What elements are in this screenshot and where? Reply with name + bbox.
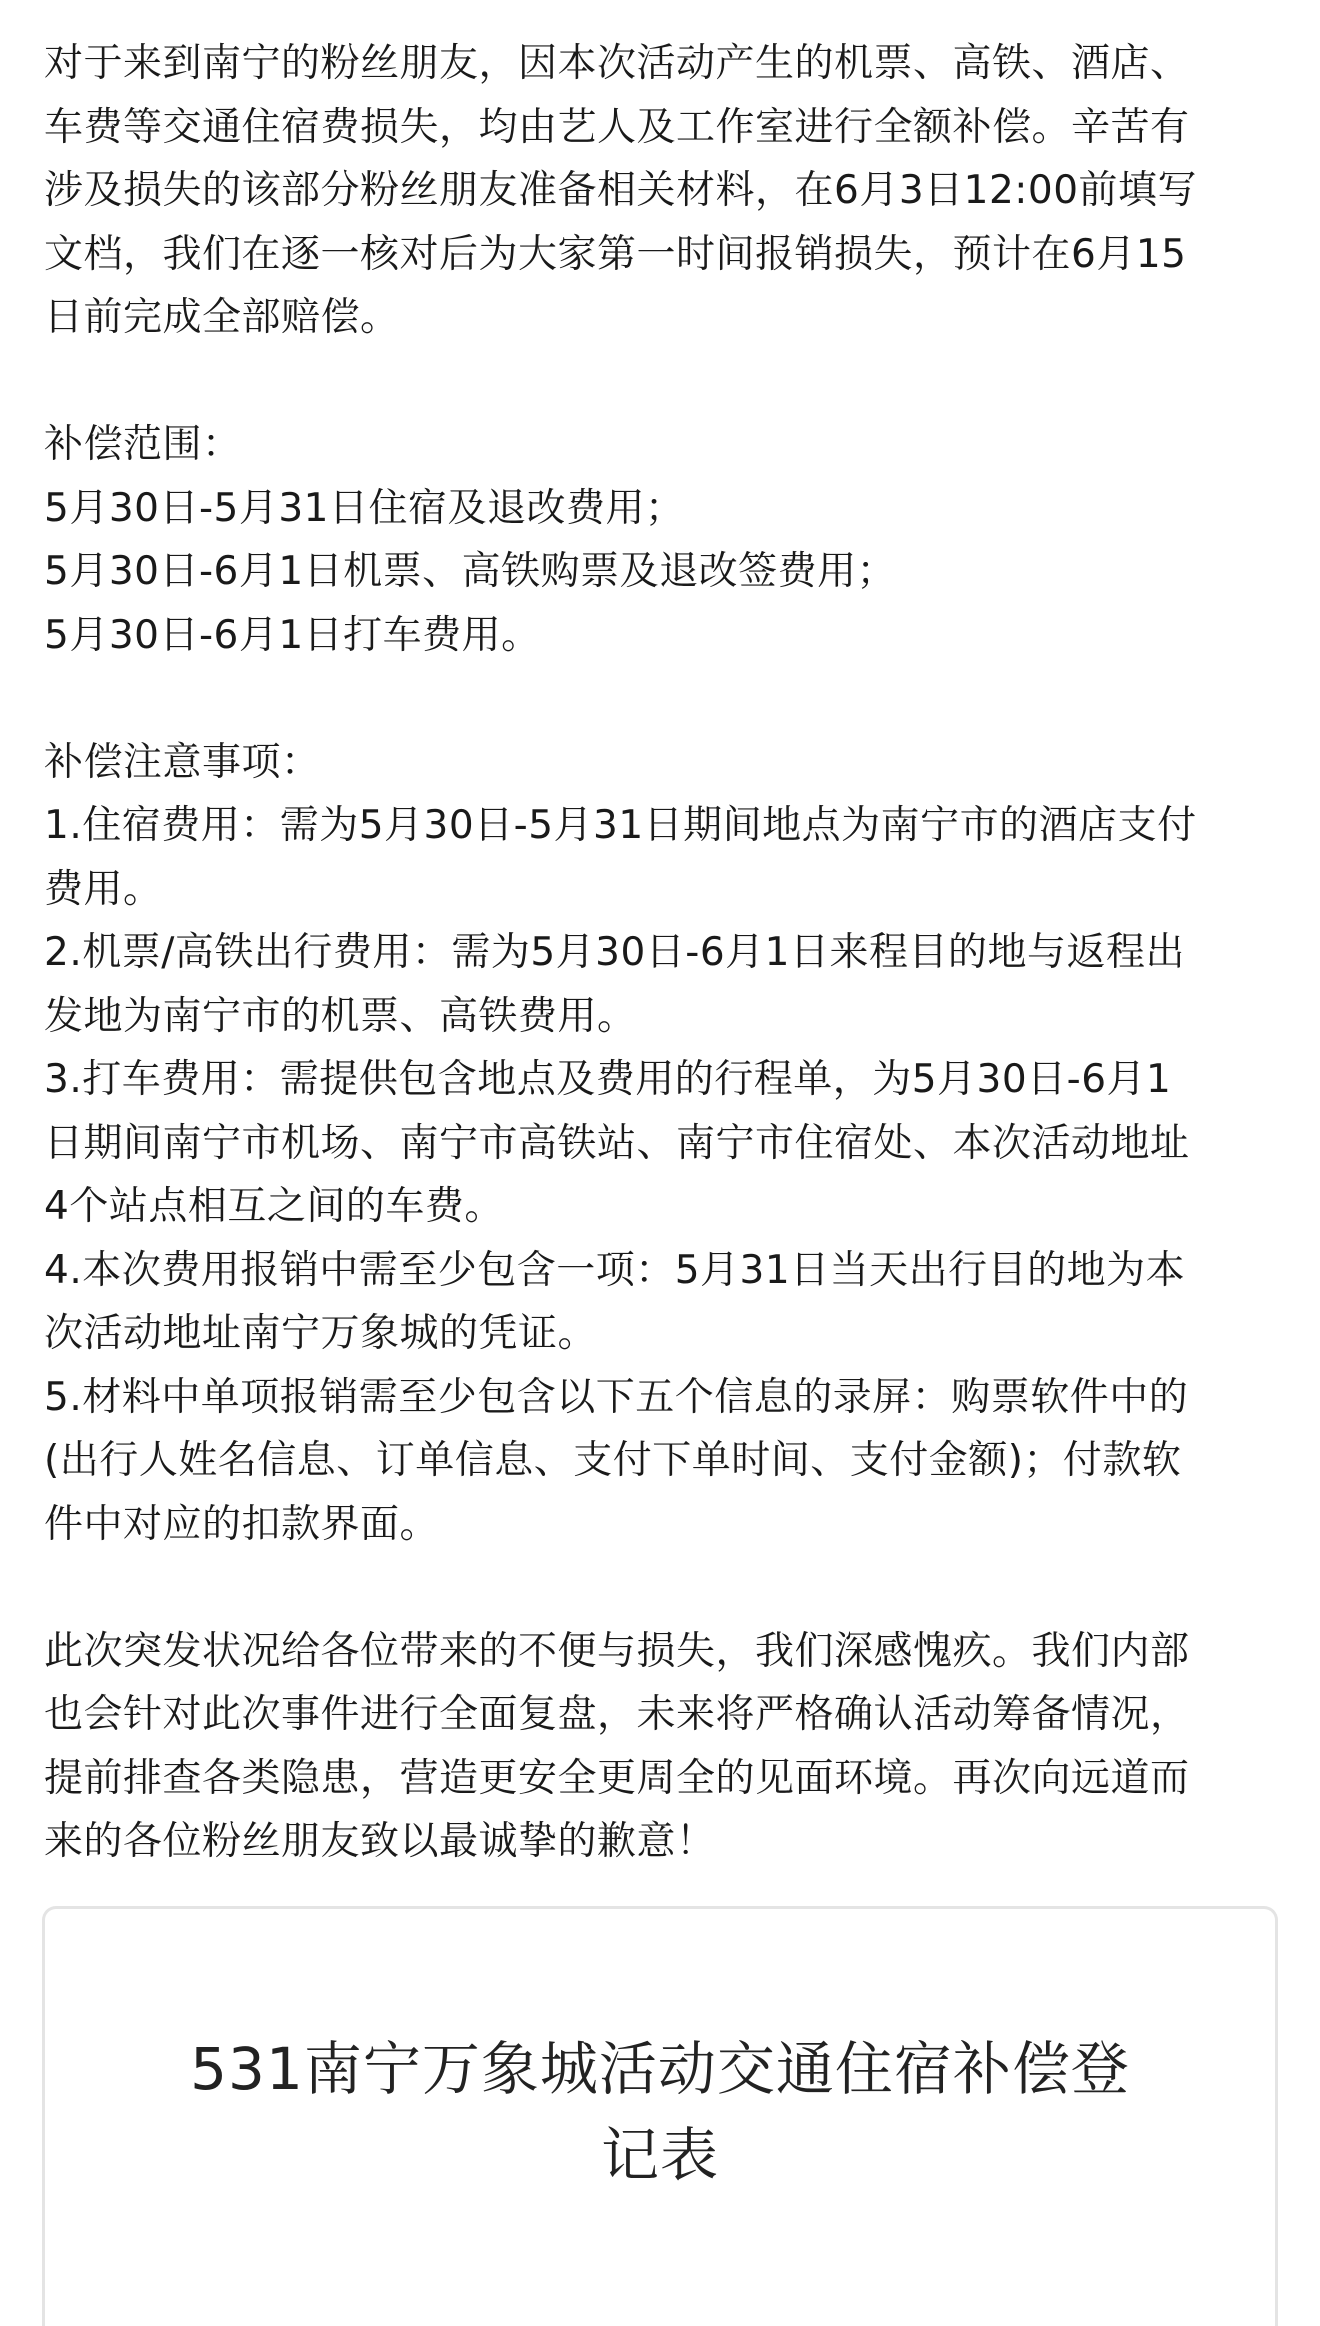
notes-line: 次活动地址南宁万象城的凭证。 (44, 1311, 598, 1356)
scope-section (44, 413, 1284, 667)
notes-line: 5.材料中单项报销需至少包含以下五个信息的录屏：购票软件中的 (44, 1374, 1189, 1420)
form-card-title-line: 记表 (600, 2121, 719, 2189)
intro-line: 涉及损失的该部分粉丝朋友准备相关材料，在6月3日12:00前填写 (44, 168, 1198, 213)
paragraph-gap (44, 350, 1284, 414)
apology-line: 此次突发状况给各位带来的不便与损失，我们深感愧疚。我们内部 (44, 1628, 1190, 1674)
scope-item: 5月30日-6月1日机票、高铁购票及退改签费用； (44, 549, 897, 594)
notes-line: 件中对应的扣款界面。 (44, 1501, 440, 1547)
notes-heading: 补偿注意事项： (44, 739, 321, 785)
intro-line: 车费等交通住宿费损失，均由艺人及工作室进行全额补偿。辛苦有 (44, 104, 1190, 150)
notes-line: 2.机票/高铁出行费用：需为5月30日-6月1日来程目的地与返程出 (44, 930, 1185, 975)
paragraph-gap (44, 667, 1284, 731)
notes-line: 4个站点相互之间的车费。 (44, 1184, 504, 1229)
intro-paragraph (44, 32, 1284, 350)
notes-line: 费用。 (44, 866, 163, 912)
notes-line: 3.打车费用：需提供包含地点及费用的行程单，为5月30日-6月1 (44, 1057, 1172, 1102)
scope-item: 5月30日-6月1日打车费用。 (44, 612, 541, 658)
notes-line: 4.本次费用报销中需至少包含一项：5月31日当天出行目的地为本 (44, 1247, 1186, 1293)
announcement-article (44, 32, 1284, 1874)
intro-line: 文档，我们在逐一核对后为大家第一时间报销损失，预计在6月15 (44, 231, 1187, 277)
notes-line: 1.住宿费用：需为5月30日-5月31日期间地点为南宁市的酒店支付 (44, 803, 1197, 848)
paragraph-gap (44, 1556, 1284, 1620)
form-card-title-line: 531南宁万象城活动交通住宿补偿登 (190, 2035, 1130, 2103)
form-card-title (45, 2026, 1275, 2198)
intro-line: 对于来到南宁的粉丝朋友，因本次活动产生的机票、高铁、酒店、 (44, 41, 1190, 86)
apology-line: 来的各位粉丝朋友致以最诚挚的歉意！ (44, 1819, 716, 1864)
scope-item: 5月30日-5月31日住宿及退改费用； (44, 485, 685, 531)
notes-line: (出行人姓名信息、订单信息、支付下单时间、支付金额)；付款软 (44, 1438, 1182, 1483)
notes-line: 发地为南宁市的机票、高铁费用。 (44, 993, 637, 1039)
apology-line: 提前排查各类隐患，营造更安全更周全的见面环境。再次向远道而 (44, 1755, 1190, 1801)
apology-paragraph (44, 1620, 1284, 1874)
apology-line: 也会针对此次事件进行全面复盘，未来将严格确认活动筹备情况， (44, 1692, 1190, 1737)
intro-line: 日前完成全部赔偿。 (44, 295, 400, 340)
registration-form-card[interactable] (42, 1906, 1278, 2326)
notes-line: 日期间南宁市机场、南宁市高铁站、南宁市住宿处、本次活动地址 (44, 1120, 1190, 1166)
notes-section (44, 731, 1284, 1557)
scope-heading: 补偿范围： (44, 422, 242, 467)
